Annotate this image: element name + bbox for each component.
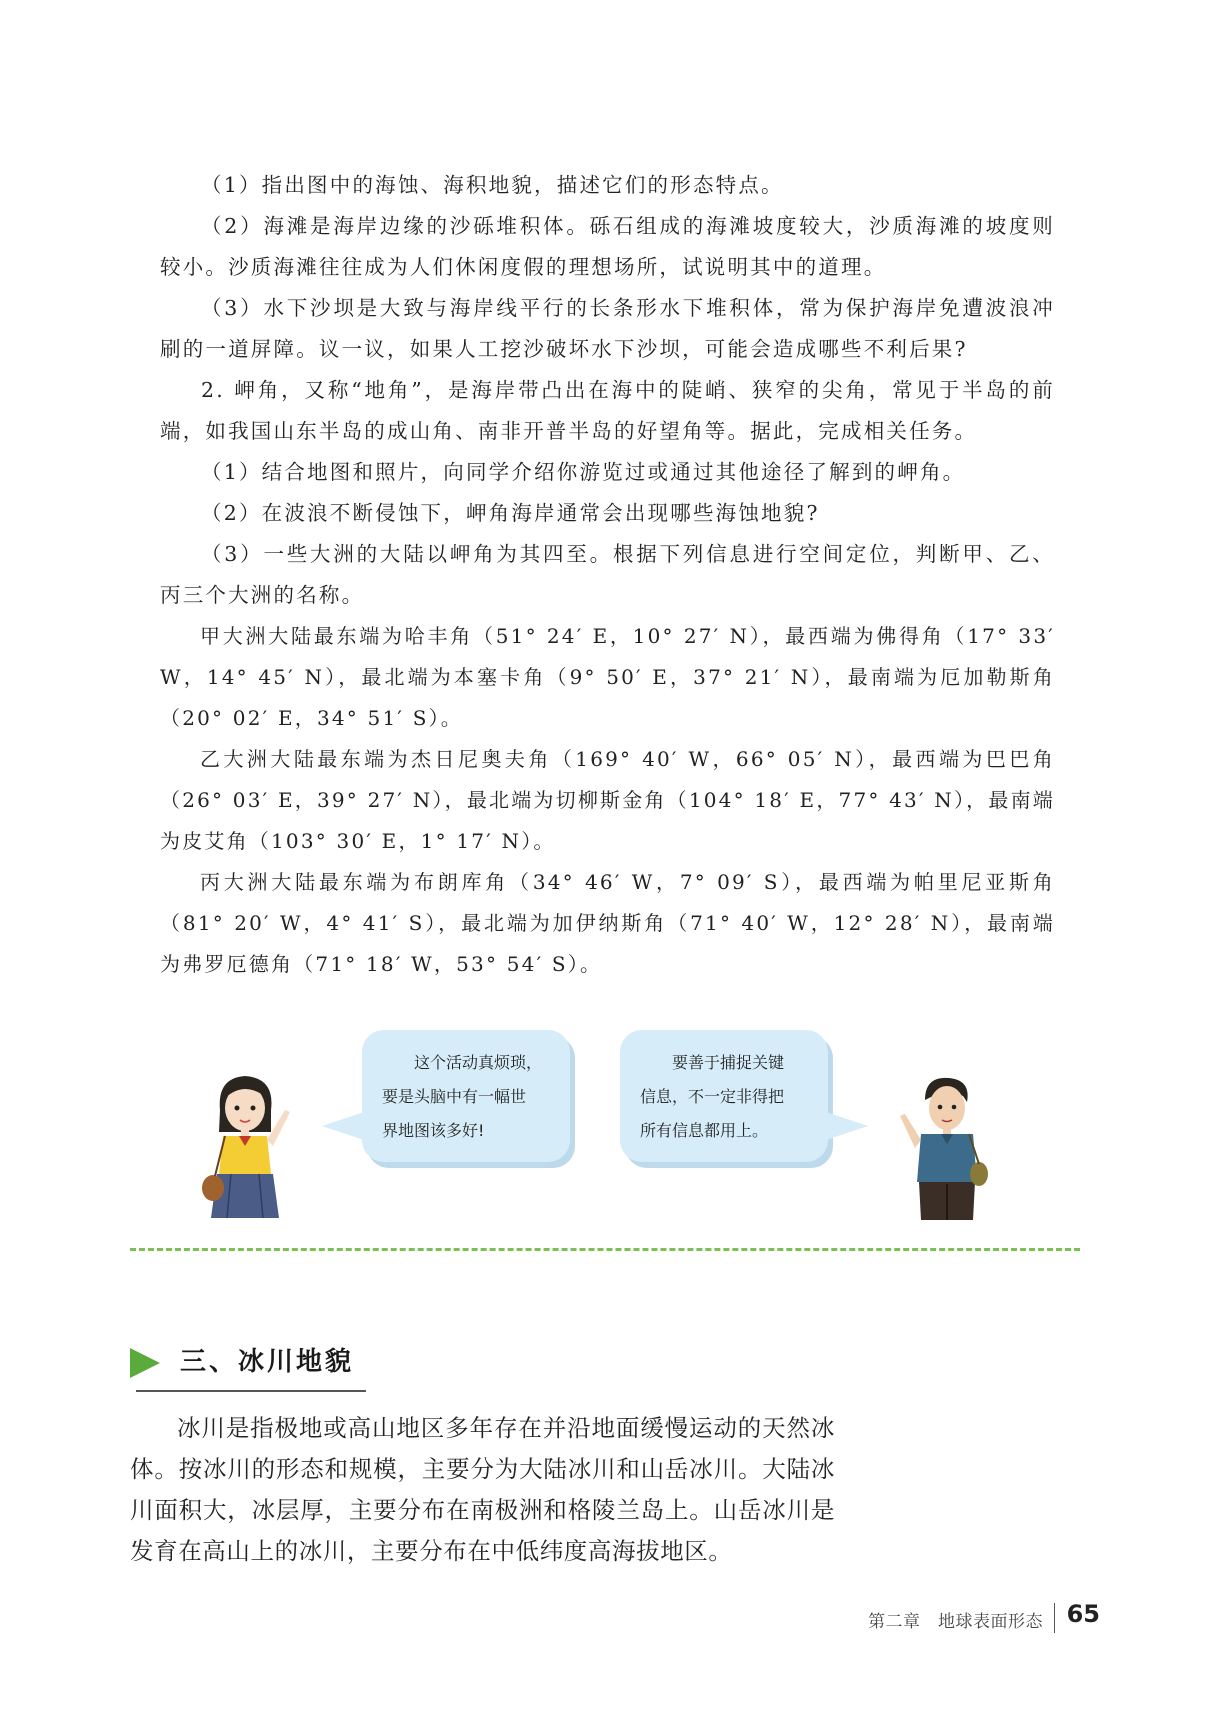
bubble-tail — [826, 1112, 868, 1140]
girl-speech-bubble — [362, 1030, 570, 1162]
girl-line-1: 这个活动真烦琐， — [414, 1053, 543, 1072]
glacier-paragraph: 冰川是指极地或高山地区多年存在并沿地面缓慢运动的天然冰体。按冰川的形态和规模，主要分为大陆冰川和山岳冰川。大陆冰川面积大，冰层厚，主要分布在南极洲和格陵兰岛上。山岳冰川是发育在高山上的冰川，主要分布在中低纬度高海拔地区。 — [130, 1414, 835, 1565]
section-title: 三、冰川地貌 — [180, 1347, 355, 1377]
boy-line-3: 所有信息都用上。 — [640, 1121, 769, 1140]
task-1-3: （3）水下沙坝是大致与海岸线平行的长条形水下堆积体，常为保护海岸免遭波浪冲刷的一道屏障。议一议，如果人工挖沙破坏水下沙坝，可能会造成哪些不利后果? — [160, 296, 1055, 361]
heading-underline — [136, 1390, 366, 1392]
boy-line-1: 要善于捕捉关键 — [672, 1053, 785, 1072]
page-footer — [860, 1597, 1110, 1637]
continent-a-info: 甲大洲大陆最东端为哈丰角（51° 24′ E，10° 27′ N），最西端为佛得角（17° 33′ W，14° 45′ N），最北端为本塞卡角（9° 50′ E，37° 21′ N），最南端为厄加勒斯角（20° 02′ E，34° 51′ S）。 — [160, 624, 1055, 730]
continent-c-info: 丙大洲大陆最东端为布朗库角（34° 46′ W，7° 09′ S），最西端为帕里尼亚斯角（81° 20′ W，4° 41′ S），最北端为加伊纳斯角（71° 40′ W，12° 28′ N），最南端为弗罗厄德角（71° 18′ W，53° 54′ S）。 — [160, 870, 1055, 976]
section-divider — [130, 1248, 1080, 1251]
task-1-2: （2）海滩是海岸边缘的沙砾堆积体。砾石组成的海滩坡度较大，沙质海滩的坡度则较小。沙质海滩往往成为人们休闲度假的理想场所，试说明其中的道理。 — [160, 214, 1055, 279]
glacier-intro — [130, 1408, 835, 1572]
section-heading — [130, 1340, 380, 1396]
task-2-intro: 2. 岬角，又称“地角”，是海岸带凸出在海中的陡峭、狭窄的尖角，常见于半岛的前端，如我国山东半岛的成山角、南非开普半岛的好望角等。据此，完成相关任务。 — [160, 378, 1055, 443]
bubble-tail — [322, 1112, 364, 1140]
page-number: 65 — [1066, 1600, 1100, 1628]
task-2-2: （2）在波浪不断侵蚀下，岬角海岸通常会出现哪些海蚀地貌? — [201, 501, 820, 525]
boy-speech-bubble — [620, 1030, 828, 1162]
girl-line-2: 要是头脑中有一幅世 — [382, 1087, 527, 1106]
task-2-3: （3）一些大洲的大陆以岬角为其四至。根据下列信息进行空间定位，判断甲、乙、丙三个大洲的名称。 — [160, 542, 1055, 607]
task-2-1: （1）结合地图和照片，向同学介绍你游览过或通过其他途径了解到的岬角。 — [201, 460, 966, 484]
footer-separator — [1054, 1603, 1055, 1633]
activity-tasks — [160, 165, 1055, 985]
boy-line-2: 信息，不一定非得把 — [640, 1087, 785, 1106]
boy-illustration — [895, 1070, 995, 1220]
girl-line-3: 界地图该多好! — [382, 1121, 485, 1140]
task-1-1: （1）指出图中的海蚀、海积地貌，描述它们的形态特点。 — [201, 173, 784, 197]
girl-illustration — [195, 1070, 295, 1220]
continent-b-info: 乙大洲大陆最东端为杰日尼奥夫角（169° 40′ W，66° 05′ N），最西端为巴巴角（26° 03′ E，39° 27′ N），最北端为切柳斯金角（104° 18′ E，77° 43′ N），最南端为皮艾角（103° 30′ E，1° 17′ N）。 — [160, 747, 1055, 853]
play-arrow-icon — [130, 1348, 160, 1378]
chapter-label: 第二章 地球表面形态 — [868, 1612, 1043, 1632]
